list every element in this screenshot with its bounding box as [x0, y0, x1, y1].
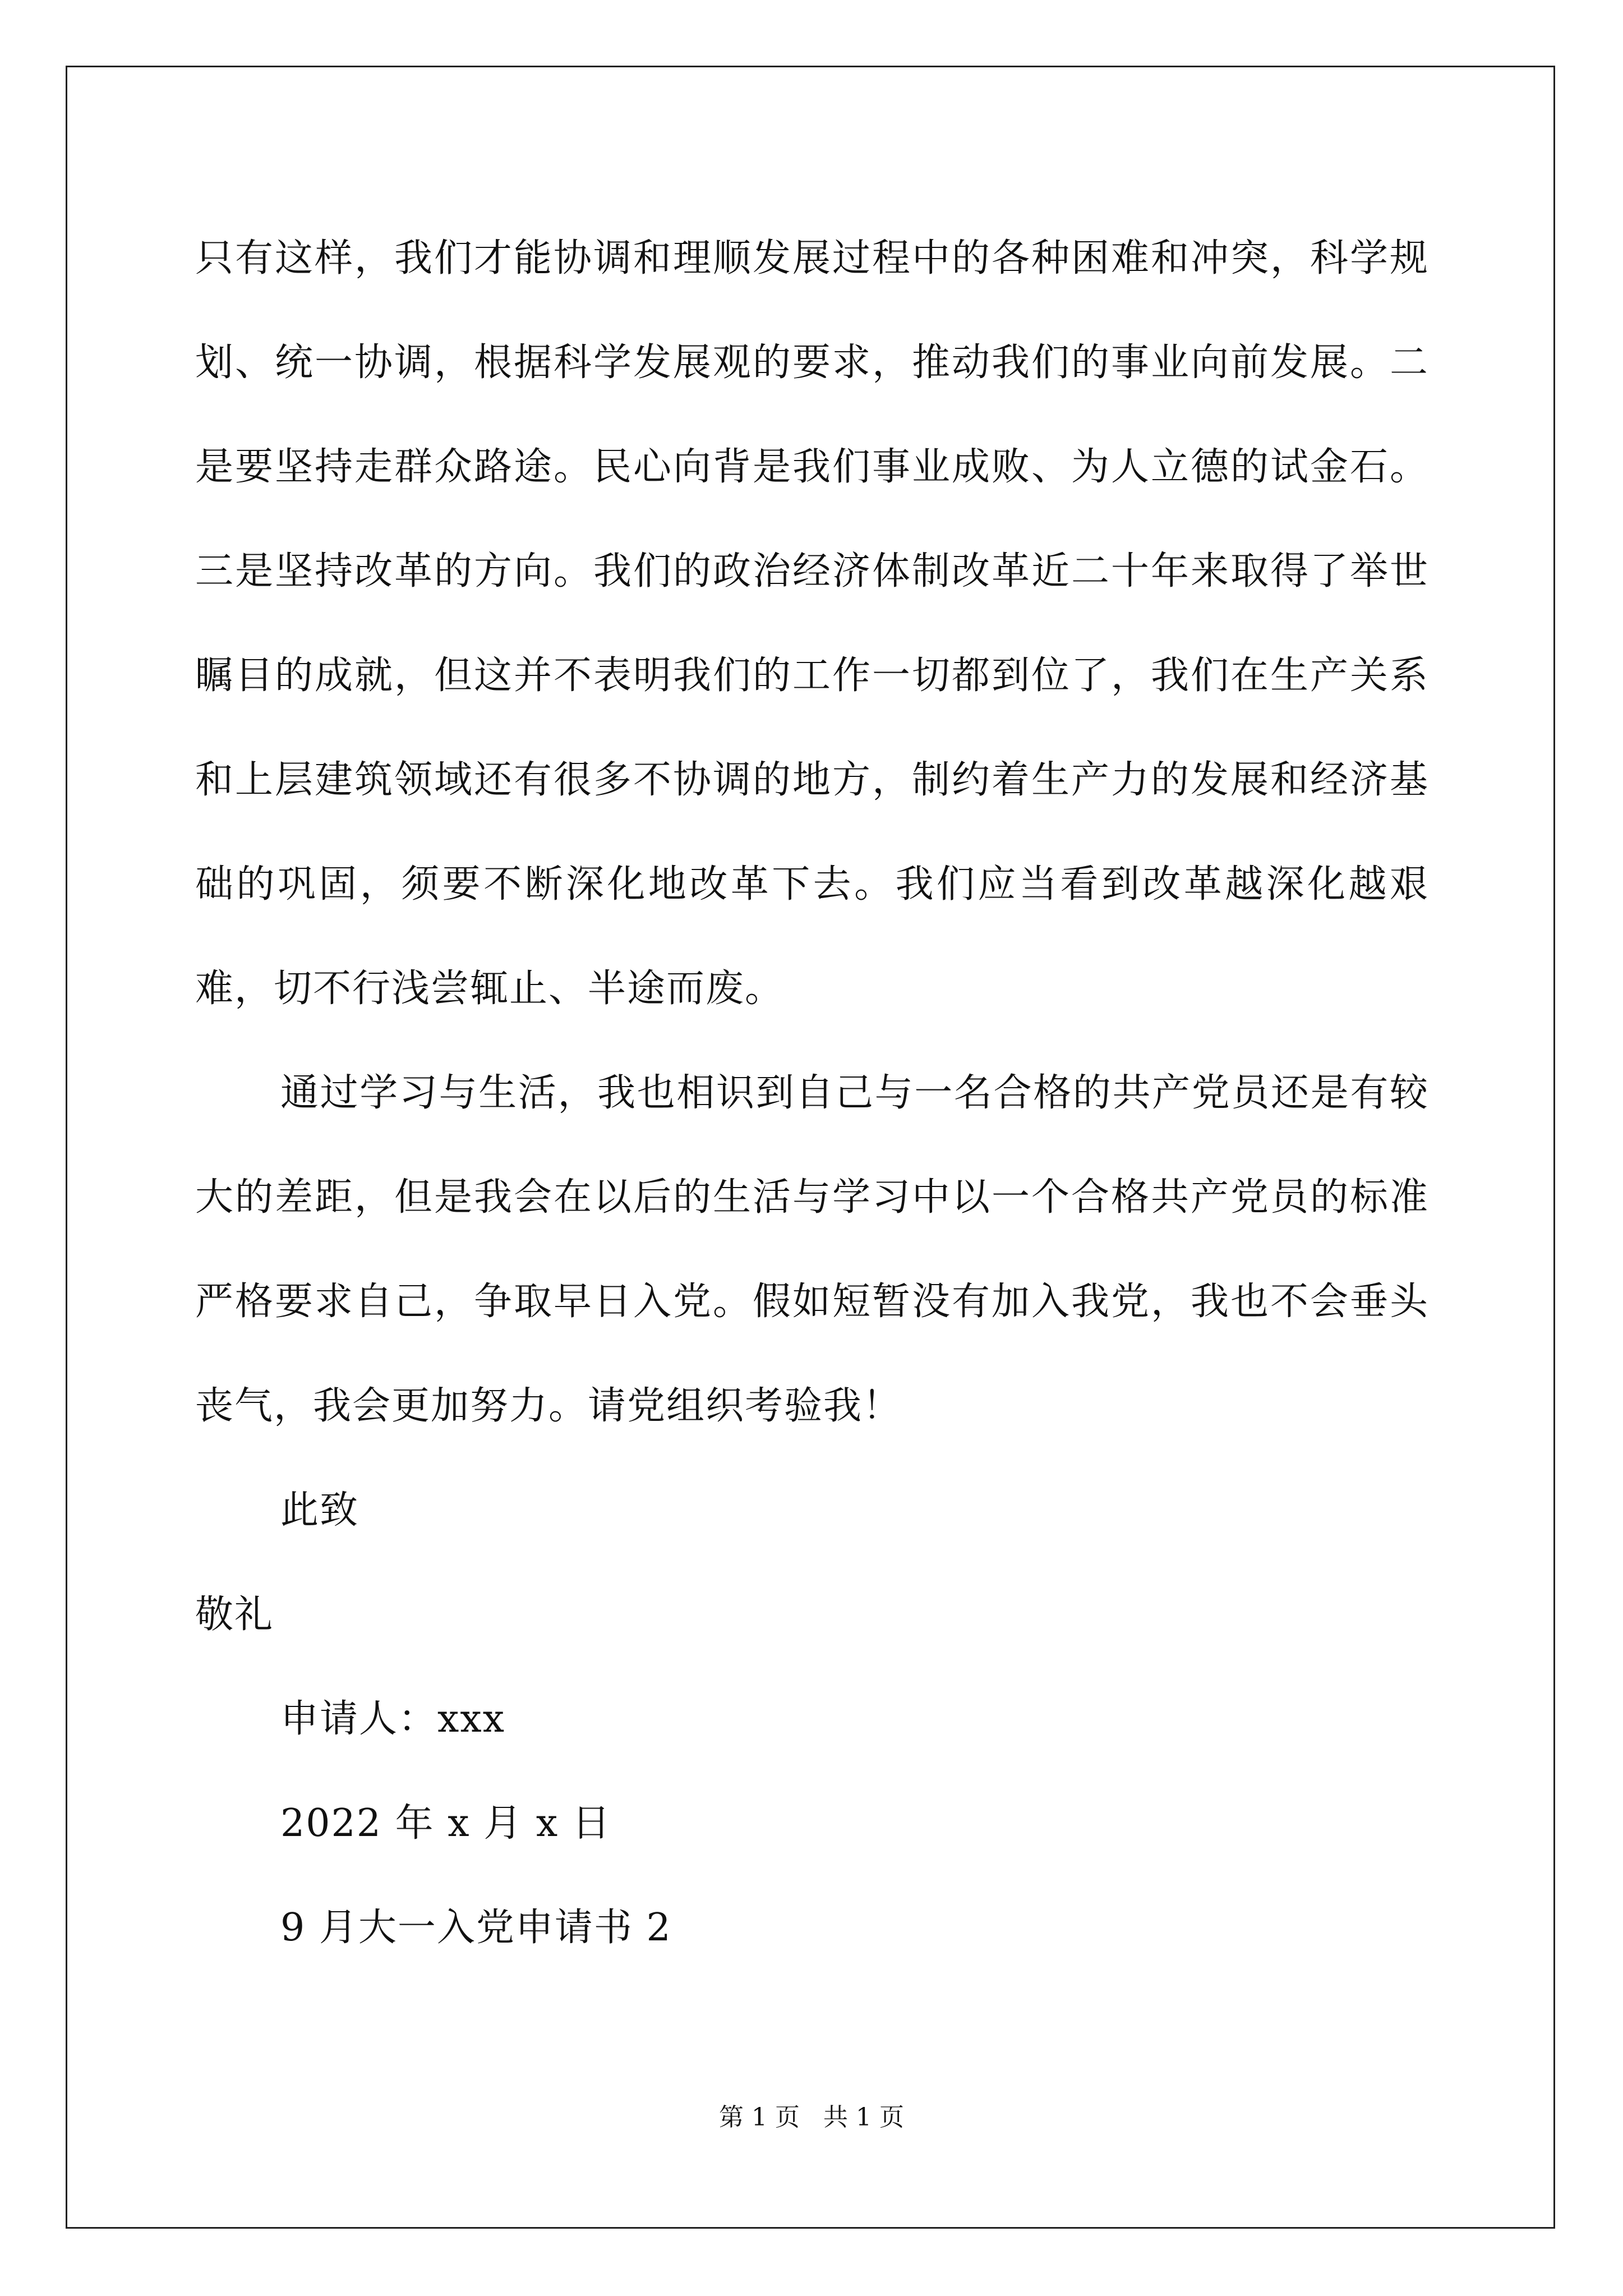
body-paragraph: 只有这样，我们才能协调和理顺发展过程中的各种困难和冲突，科学规划、统一协调，根据科学发展观的要求，推动我们的事业向前发展。二是要坚持走群众路途。民心向背是我们事业成败、为人立德的试金石。三是坚持改革的方向。我们的政治经济体制改革近二十年来取得了举世瞩目的成就，但这并不表明我们的工作一切都到位了，我们在生产关系和上层建筑领域还有很多不协调的地方，制约着生产力的发展和经济基础的巩固，须要不断深化地改革下去。我们应当看到改革越深化越艰难，切不行浅尝辄止、半途而废。: [195, 236, 1429, 1011]
salutation-text: 敬礼: [195, 1593, 274, 1637]
applicant-signature: 申请人：xxx: [280, 1697, 506, 1741]
next-document-title: 9 月大一入党申请书 2: [280, 1906, 672, 1950]
document-body: [195, 206, 1429, 1980]
closing-text: 此致: [280, 1488, 359, 1533]
page-footer: 第 1 页 共 1 页: [719, 2103, 904, 2132]
date-text: 2022 年 x 月 x 日: [280, 1801, 611, 1846]
body-paragraph: 通过学习与生活，我也相识到自己与一名合格的共产党员还是有较大的差距，但是我会在以后的生活与学习中以一个合格共产党员的标准严格要求自己，争取早日入党。假如短暂没有加入我党，我也不会垂头丧气，我会更加努力。请党组织考验我！: [195, 1071, 1429, 1428]
